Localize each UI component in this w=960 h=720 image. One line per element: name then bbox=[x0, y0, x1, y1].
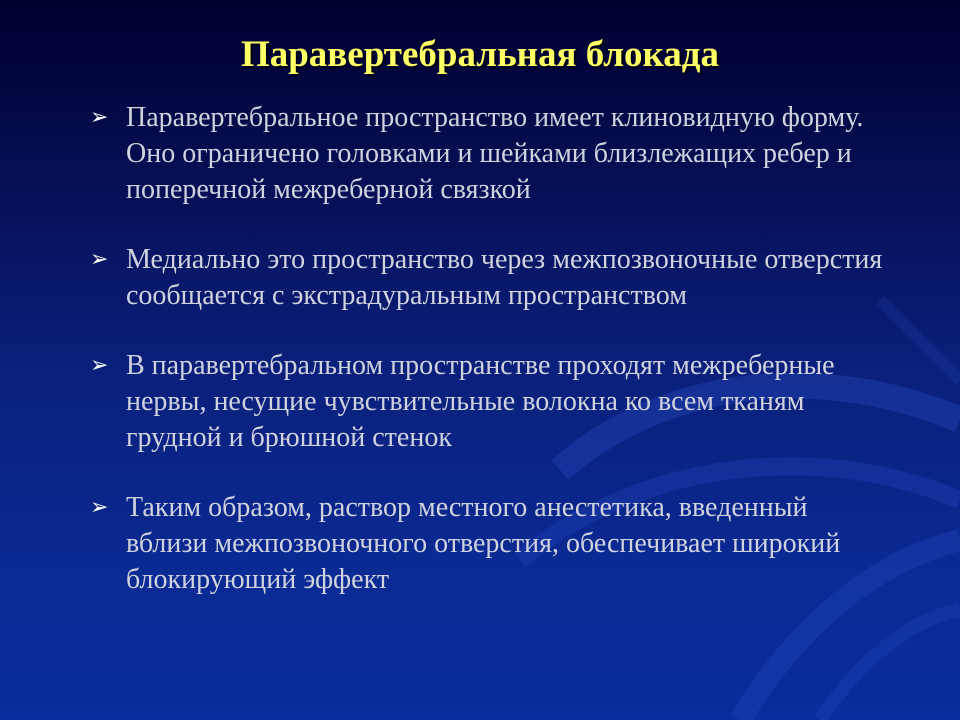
bullet-text-3: В паравертебральном пространстве проходят межреберные нервы, несущие чувствительные волокна ко всем тканям грудной и брюшной стенок bbox=[126, 350, 835, 453]
bullet-text-2: Медиально это пространство через межпозвоночные отверстия сообщается с экстрадуральным пространством bbox=[126, 244, 883, 311]
arrow-bullet-icon: ➢ bbox=[90, 105, 109, 130]
bullet-text-4: Таким образом, раствор местного анестетика, введенный вблизи межпозвоночного отверстия, обеспечивает широкий блокирующий эффект bbox=[126, 492, 841, 595]
arrow-bullet-icon: ➢ bbox=[90, 247, 109, 272]
bullet-text-1: Паравертебральное пространство имеет клиновидную форму. Оно ограничено головками и шейками близлежащих ребер и поперечной межреберной связкой bbox=[126, 102, 864, 205]
bullet-item-1 bbox=[86, 100, 886, 208]
arrow-bullet-icon: ➢ bbox=[90, 495, 109, 520]
arrow-bullet-icon: ➢ bbox=[90, 353, 109, 378]
bullet-item-3 bbox=[86, 348, 886, 456]
slide-title: Паравертебральная блокада bbox=[240, 34, 720, 75]
bullet-item-4 bbox=[86, 490, 886, 598]
bullet-list bbox=[86, 100, 886, 632]
bullet-item-2 bbox=[86, 242, 886, 314]
